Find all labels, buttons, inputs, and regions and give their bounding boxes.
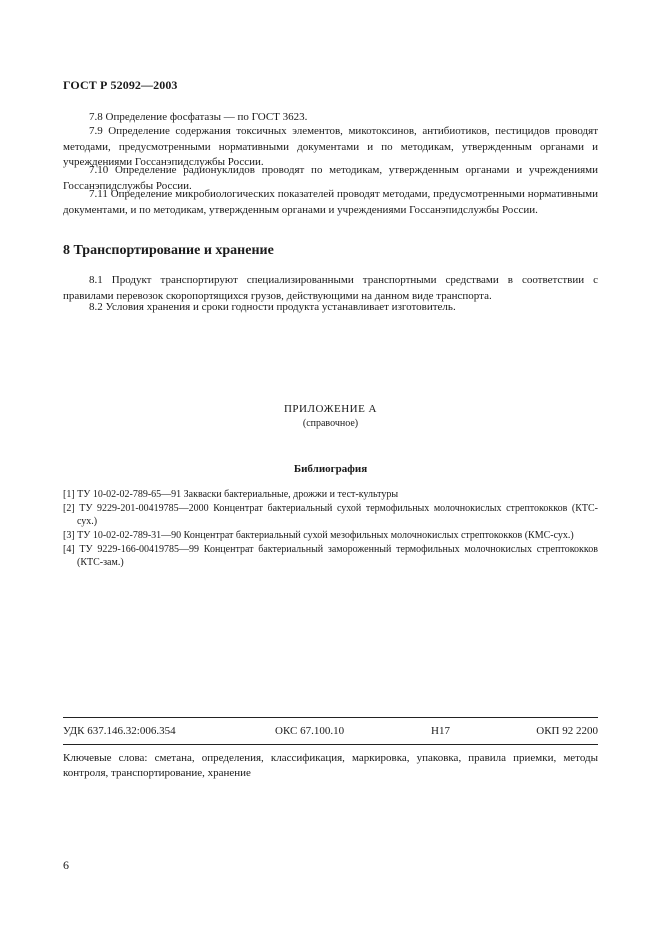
paragraph-7-9: 7.9 Определение содержания токсичных элементов, микотоксинов, антибиотиков, пестицидов проводят методами, предусмотренными нормативными документами и по методикам, утвержденным органами и учреждениями Госсанэпидслужбы России. (63, 125, 598, 168)
classification-row (63, 725, 598, 740)
paragraph-8-2: 8.2 Условия хранения и сроки годности продукта устанавливает изготовитель. (89, 301, 456, 313)
appendix-title: ПРИЛОЖЕНИЕ А (283, 403, 377, 415)
page-number: 6 (63, 858, 69, 872)
bibliography-item: [4] ТУ 9229-166-00419785—99 Концентрат бактериальный замороженный термофильных молочнокислых стрептококков (КТС-зам.) (63, 544, 598, 568)
keywords: Ключевые слова: сметана, определения, классификация, маркировка, упаковка, правила приемки, методы контроля, транспортирование, хранение (63, 752, 598, 779)
bibliography-item: [1] ТУ 10-02-02-789-65—91 Закваски бактериальные, дрожжи и тест-культуры (63, 489, 399, 500)
footer-top-rule (63, 717, 598, 718)
oks-code: ОКС 67.100.10 (275, 725, 345, 737)
footer-middle-rule (63, 744, 598, 745)
okp-code: ОКП 92 2200 (536, 725, 598, 737)
group-code: Н17 (431, 725, 450, 737)
section-8-title: 8 Транспортирование и хранение (63, 243, 274, 258)
bibliography-item: [2] ТУ 9229-201-00419785—2000 Концентрат бактериальный сухой термофильных молочнокислых стрептококков (КТС-сух.) (63, 503, 598, 527)
bibliography-item: [3] ТУ 10-02-02-789-31—90 Концентрат бактериальный сухой мезофильных молочнокислых стрептококков (КМС-сух.) (63, 530, 574, 541)
paragraph-7-11: 7.11 Определение микробиологических показателей проводят методами, предусмотренными нормативными документами, и по методикам, утвержденным органами и учреждениями Госсанэпидслужбы России. (63, 188, 598, 216)
paragraph-8-1: 8.1 Продукт транспортируют специализированными транспортными средствами в соответствии с правилами перевозок скоропортящихся грузов, действующими на данном виде транспорта. (63, 274, 598, 302)
paragraph-7-8: 7.8 Определение фосфатазы — по ГОСТ 3623. (89, 111, 308, 123)
udk-code: УДК 637.146.32:006.354 (63, 725, 176, 737)
appendix-note: (справочное) (302, 418, 359, 429)
bibliography-list (63, 488, 598, 570)
bibliography-title: Библиография (293, 463, 368, 475)
paragraph-7-10: 7.10 Определение радионуклидов проводят по методикам, утвержденным органами и учреждениями Госсанэпидслужбы России. (63, 164, 598, 192)
document-code-header: ГОСТ Р 52092—2003 (63, 78, 178, 92)
